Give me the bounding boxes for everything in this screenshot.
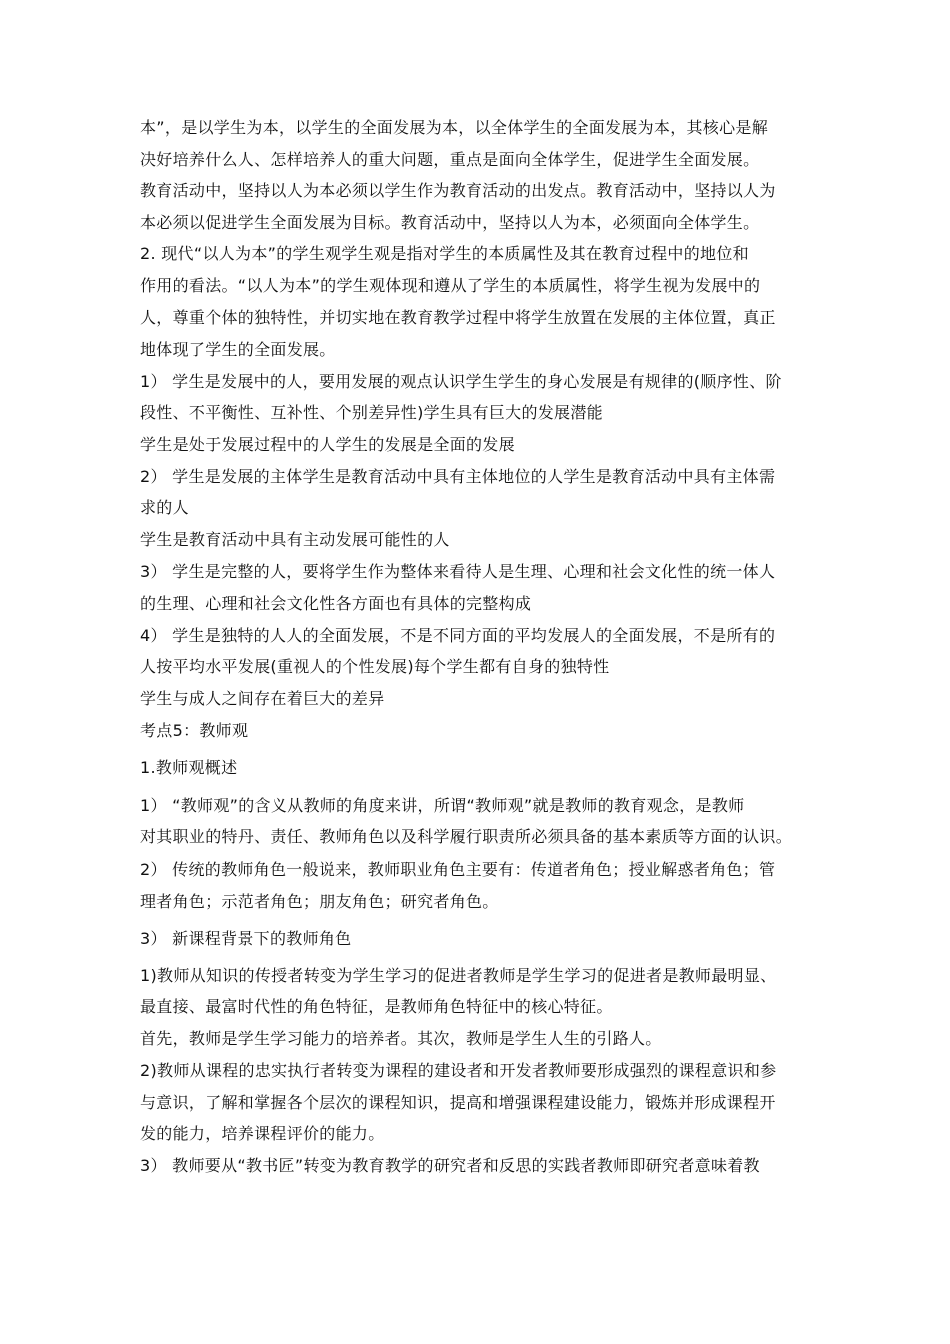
text-line: 学生与成人之间存在着巨大的差异 xyxy=(140,689,385,708)
text-line: 4） 学生是独特的人人的全面发展，不是不同方面的平均发展人的全面发展，不是所有的 xyxy=(140,626,776,645)
text-line: 本必须以促进学生全面发展为目标。教育活动中，坚持以人为本，必须面向全体学生。 xyxy=(140,213,760,232)
text-line: 2） 传统的教师角色一般说来，教师职业角色主要有：传道者角色；授业解惑者角色；管 xyxy=(140,860,776,879)
text-line: 最直接、最富时代性的角色特征，是教师角色特征中的核心特征。 xyxy=(140,997,613,1016)
text-line: 段性、不平衡性、互补性、个别差异性)学生具有巨大的发展潜能 xyxy=(140,403,603,422)
text-line: 2） 学生是发展的主体学生是教育活动中具有主体地位的人学生是教育活动中具有主体需 xyxy=(140,467,776,486)
text-line: 3） 新课程背景下的教师角色 xyxy=(140,929,352,948)
text-line: 作用的看法。“以人为本”的学生观体现和遵从了学生的本质属性，将学生视为发展中的 xyxy=(140,276,761,295)
text-line: 地体现了学生的全面发展。 xyxy=(140,340,336,359)
text-line: 2. 现代“以人为本”的学生观学生观是指对学生的本质属性及其在教育过程中的地位和 xyxy=(140,244,749,263)
text-line: 人按平均水平发展(重视人的个性发展)每个学生都有自身的独特性 xyxy=(140,657,610,676)
text-line: 教育活动中，坚持以人为本必须以学生作为教育活动的出发点。教育活动中，坚持以人为 xyxy=(140,181,776,200)
text-line: 发的能力，培养课程评价的能力。 xyxy=(140,1124,385,1143)
text-line: 决好培养什么人、怎样培养人的重大问题，重点是面向全体学生，促进学生全面发展。 xyxy=(140,150,760,169)
text-line: 的生理、心理和社会文化性各方面也有具体的完整构成 xyxy=(140,594,532,613)
text-line: 1） “教师观”的含义从教师的角度来讲，所谓“教师观”就是教师的教育观念，是教师 xyxy=(140,796,745,815)
text-line: 3） 学生是完整的人，要将学生作为整体来看待人是生理、心理和社会文化性的统一体人 xyxy=(140,562,776,581)
text-line: 对其职业的特丹、责任、教师角色以及科学履行职责所必须具备的基本素质等方面的认识。 xyxy=(140,827,793,846)
section-heading: 考点5：教师观 xyxy=(140,721,249,740)
text-line: 理者角色；示范者角色；朋友角色；研究者角色。 xyxy=(140,892,499,911)
text-line: 1） 学生是发展中的人，要用发展的观点认识学生学生的身心发展是有规律的(顺序性、阶 xyxy=(140,372,782,391)
text-line: 首先，教师是学生学习能力的培养者。其次，教师是学生人生的引路人。 xyxy=(140,1029,662,1048)
text-line: 求的人 xyxy=(140,498,189,517)
text-line: 学生是教育活动中具有主动发展可能性的人 xyxy=(140,530,450,549)
text-line: 人，尊重个体的独特性，并切实地在教育教学过程中将学生放置在发展的主体位置，真正 xyxy=(140,308,776,327)
text-line: 3） 教师要从“教书匠”转变为教育教学的研究者和反思的实践者教师即研究者意味着教 xyxy=(140,1156,760,1175)
text-line: 本”，是以学生为本，以学生的全面发展为本，以全体学生的全面发展为本，其核心是解 xyxy=(140,118,768,137)
text-line: 2)教师从课程的忠实执行者转变为课程的建设者和开发者教师要形成强烈的课程意识和参 xyxy=(140,1061,777,1080)
text-line: 1)教师从知识的传授者转变为学生学习的促进者教师是学生学习的促进者是教师最明显、 xyxy=(140,966,777,985)
text-line: 学生是处于发展过程中的人学生的发展是全面的发展 xyxy=(140,435,515,454)
subsection-heading: 1.教师观概述 xyxy=(140,758,238,777)
text-line: 与意识，了解和掌握各个层次的课程知识，提高和增强课程建设能力，锻炼并形成课程开 xyxy=(140,1093,776,1112)
